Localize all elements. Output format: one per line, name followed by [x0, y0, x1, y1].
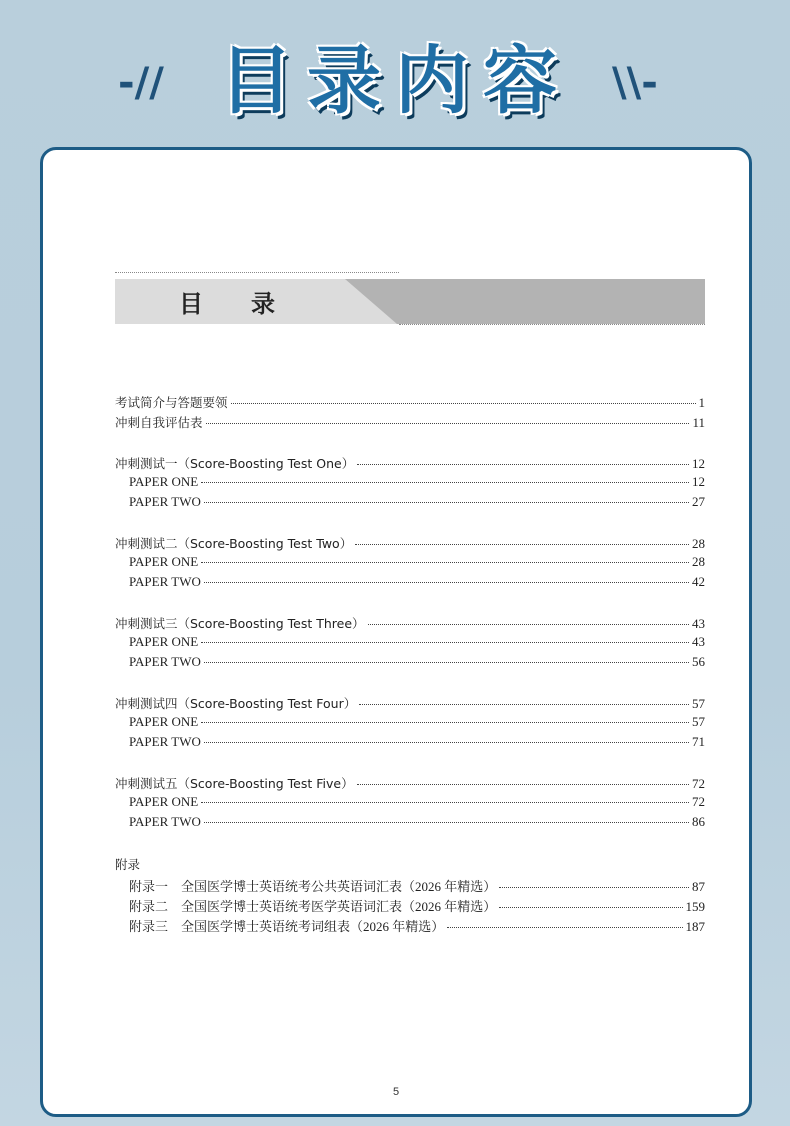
- toc-entry-label: PAPER ONE: [129, 794, 199, 809]
- dot-leader: [201, 562, 689, 563]
- heading-dotline-bottom: [399, 324, 705, 325]
- toc-page-number: 86: [692, 814, 705, 829]
- toc-entry-label: PAPER TWO: [129, 494, 201, 509]
- toc-page-number: 1: [698, 395, 705, 410]
- toc-entry-label: PAPER ONE: [129, 634, 199, 649]
- toc-subentry: [129, 654, 705, 674]
- banner: [0, 0, 790, 145]
- toc-entry-label: PAPER ONE: [129, 474, 199, 489]
- dot-leader: [499, 907, 682, 908]
- dot-leader: [204, 822, 689, 823]
- toc-entry-label: PAPER TWO: [129, 734, 201, 749]
- toc-entry: [115, 413, 705, 433]
- appendix-title: 附录: [115, 857, 141, 872]
- toc-page-number: 187: [685, 919, 705, 934]
- dot-leader: [204, 502, 689, 503]
- toc-page-number: 43: [692, 634, 705, 649]
- toc-page-number: 57: [692, 714, 705, 729]
- toc-subentry: [129, 876, 705, 896]
- toc-entry-label: PAPER TWO: [129, 654, 201, 669]
- toc-entry: [115, 454, 705, 474]
- dot-leader: [204, 742, 689, 743]
- toc-entry-label: 冲刺测试三（Score-Boosting Test Three）: [115, 616, 365, 631]
- toc-page-number: 72: [692, 776, 705, 791]
- heading-dotline-top: [115, 272, 399, 273]
- dot-leader: [357, 784, 689, 785]
- toc-subentry: [129, 714, 705, 734]
- dot-leader: [204, 662, 689, 663]
- toc-page-number: 87: [692, 879, 705, 894]
- toc-entry-label: PAPER ONE: [129, 714, 199, 729]
- toc-page-number: 43: [692, 616, 705, 631]
- dot-leader: [355, 544, 689, 545]
- toc-entry: [115, 534, 705, 554]
- dot-leader: [206, 423, 690, 424]
- toc-entry-label: PAPER TWO: [129, 814, 201, 829]
- toc-page-number: 27: [692, 494, 705, 509]
- dot-leader: [368, 624, 689, 625]
- toc-entry: [115, 694, 705, 714]
- toc-entry-label: PAPER TWO: [129, 574, 201, 589]
- toc-entry-label: 冲刺测试五（Score-Boosting Test Five）: [115, 776, 354, 791]
- banner-title: 目录内容: [219, 38, 571, 124]
- toc-subentry: [129, 814, 705, 834]
- dot-leader: [204, 582, 689, 583]
- toc-subentry: [129, 794, 705, 814]
- deco-slashes-right: \\-: [612, 60, 658, 106]
- toc-page-number: 42: [692, 574, 705, 589]
- toc-entry-label: 冲刺测试四（Score-Boosting Test Four）: [115, 696, 357, 711]
- toc-entry: [115, 774, 705, 794]
- toc-subentry: [129, 916, 705, 936]
- toc-entry-label: 考试简介与答题要领: [115, 395, 228, 410]
- toc-entry-label: PAPER ONE: [129, 554, 199, 569]
- toc-entry-label: 附录三 全国医学博士英语统考词组表（2026 年精选）: [129, 919, 445, 934]
- toc-page-number: 57: [692, 696, 705, 711]
- toc-entry: [115, 614, 705, 634]
- toc-page-number: 71: [692, 734, 705, 749]
- deco-slashes-left: -//: [118, 60, 164, 106]
- contents-card: [40, 147, 752, 1117]
- toc-subentry: [129, 574, 705, 594]
- dot-leader: [447, 927, 682, 928]
- page-title: 目录: [179, 290, 323, 318]
- toc-entry-label: 附录二 全国医学博士英语统考医学英语词汇表（2026 年精选）: [129, 899, 497, 914]
- toc-subentry: [129, 734, 705, 754]
- dot-leader: [201, 482, 689, 483]
- dot-leader: [499, 887, 689, 888]
- dot-leader: [357, 464, 689, 465]
- dot-leader: [201, 722, 689, 723]
- heading-band: [115, 279, 705, 324]
- toc-page-number: 12: [692, 474, 705, 489]
- toc-page-number: 28: [692, 554, 705, 569]
- toc-page-number: 28: [692, 536, 705, 551]
- toc-subentry: [129, 494, 705, 514]
- toc-entry-label: 冲刺测试一（Score-Boosting Test One）: [115, 456, 355, 471]
- toc-entry-label: 冲刺测试二（Score-Boosting Test Two）: [115, 536, 353, 551]
- toc-subentry: [129, 634, 705, 654]
- page-number: 5: [392, 1086, 400, 1098]
- toc-subentry: [129, 474, 705, 494]
- toc-page-number: 12: [692, 456, 705, 471]
- dot-leader: [201, 802, 689, 803]
- toc-subentry: [129, 896, 705, 916]
- toc-page-number: 159: [685, 899, 705, 914]
- toc-entry: [115, 393, 705, 413]
- dot-leader: [201, 642, 689, 643]
- toc-page-number: 72: [692, 794, 705, 809]
- dot-leader: [231, 403, 696, 404]
- toc-entry-label: 附录一 全国医学博士英语统考公共英语词汇表（2026 年精选）: [129, 879, 497, 894]
- toc-entry-label: 冲刺自我评估表: [115, 415, 203, 430]
- toc-subentry: [129, 554, 705, 574]
- dot-leader: [359, 704, 689, 705]
- toc-page-number: 56: [692, 654, 705, 669]
- toc-page-number: 11: [692, 415, 705, 430]
